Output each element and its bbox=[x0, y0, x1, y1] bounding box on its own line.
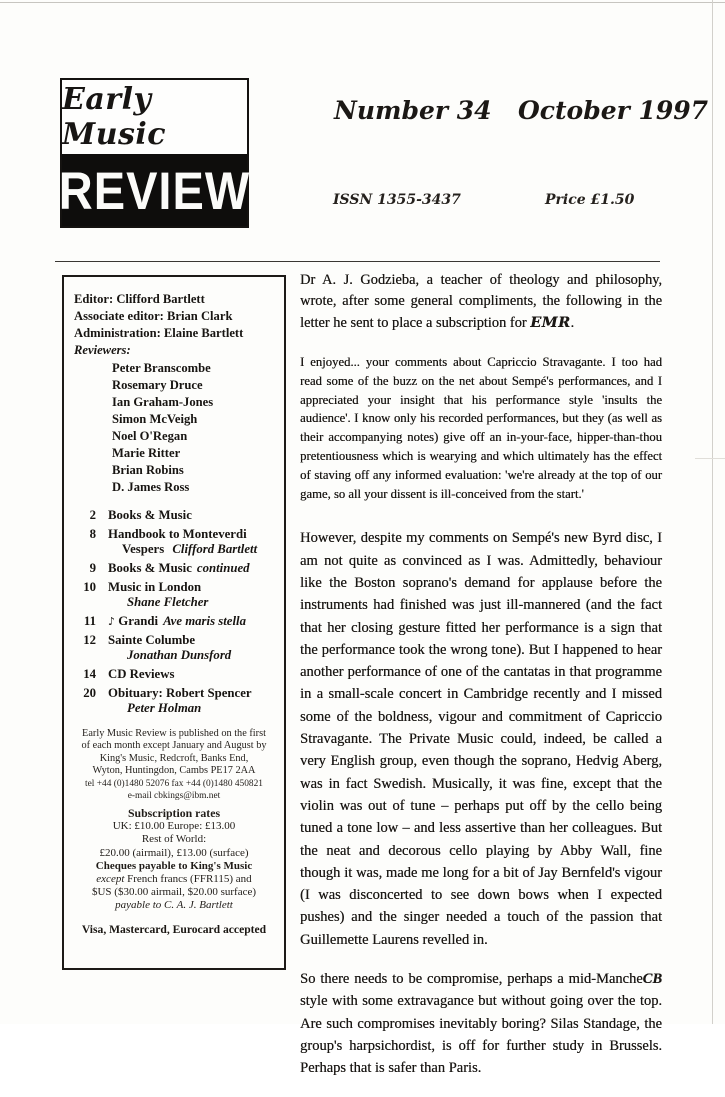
subscription-except-word: except bbox=[96, 873, 125, 886]
staff-associate-editor: Associate editor: Brian Clark bbox=[74, 309, 233, 323]
header-rule bbox=[55, 261, 660, 262]
masthead-review-text: REVIEW bbox=[58, 160, 251, 220]
toc-item bbox=[74, 508, 278, 523]
issue-date: October 1997 bbox=[518, 96, 709, 125]
reviewer-name: Marie Ritter bbox=[112, 446, 181, 460]
subscription-heading: Subscription rates bbox=[127, 806, 221, 820]
toc-item bbox=[74, 580, 278, 610]
letter-quote: I enjoyed... your comments about Capriccio Stravagante. I too had read some of the buzz on the net about Sempé's performances, and I appreciated your insight that his performance style 'insults the audience'. I know only his recorded performances, but they (as well as their accompanying notes) give off an in-your-face, hipper-than-thou pretentiousness which is wearying and which ultimately has the effect of staving off any informed evaluation: 'we're already at the top of our game, so all your dissent is ill-conceived from the start.' bbox=[300, 355, 662, 501]
publication-line: Wyton, Huntingdon, Cambs PE17 2AA bbox=[92, 765, 256, 777]
reviewers-list bbox=[112, 360, 213, 496]
scan-artifact-right-edge bbox=[712, 0, 713, 1024]
toc-subtitle: Vespers bbox=[122, 542, 165, 556]
reviewer-name: Ian Graham-Jones bbox=[112, 395, 214, 409]
toc-page-number: 12 bbox=[83, 633, 96, 647]
emr-logo-text: EMR bbox=[530, 314, 571, 331]
toc-page-number: 10 bbox=[83, 580, 96, 594]
scan-artifact-top-edge bbox=[0, 2, 725, 3]
toc-item bbox=[74, 527, 278, 557]
article-paragraph: However, despite my comments on Sempé's new Byrd disc, I am not quite as convinced as I was. Admittedly, behaviour like the Boston soprano's demand for applause before the instruments had finished was just ill-mannered (and the fact that her closing gesture fitted her performance is a sign that the performance took the wrong tone). But I happened to hear another performance of one of the cantatas in that programme in a small-scale concert in Cambridge recently and I missed some of the boldness, vigour and commitment of Capriccio Stravagante. The Private Music could, indeed, be called a very English group, even though the soprano, Hedvig Aberg, was in fact Swedish. Musically, it was fine, except that the violin was out of tune – perhaps put off by the cello being tuned a tone low – and less assertive than her colleagues. But the neat and decorous cello playing by Abby Wall, fine though it was, made me long for a bit of Jay Bernfeld's vigour (I was disconcerted to see down bows when I expected pushes) and the singer needed a touch of the passion that Guillemette Laurens revelled in. bbox=[300, 530, 662, 948]
article-column bbox=[300, 270, 662, 1097]
issue-number: Number 34 bbox=[334, 96, 492, 125]
toc-page-number: 2 bbox=[89, 508, 96, 522]
masthead-title-script: Early Music bbox=[62, 82, 167, 152]
publication-info bbox=[68, 728, 280, 802]
intro-period: . bbox=[570, 315, 575, 331]
toc-title: Grandi bbox=[118, 614, 159, 628]
subscription-usd: $US ($30.00 airmail, $20.00 surface) bbox=[91, 886, 257, 899]
publication-line: of each month except January and August by bbox=[81, 740, 267, 752]
toc-page-number: 11 bbox=[83, 614, 96, 628]
issue-price: Price £1.50 bbox=[545, 192, 635, 208]
subscription-rest-prices: £20.00 (airmail), £13.00 (surface) bbox=[99, 846, 249, 859]
subscription-rates bbox=[68, 807, 280, 913]
music-note-icon: ♪ bbox=[108, 615, 116, 628]
editor-initials: CB bbox=[642, 971, 662, 988]
toc-page-number: 9 bbox=[89, 561, 96, 575]
toc-author: Jonathan Dunsford bbox=[127, 648, 232, 662]
reviewer-name: Peter Branscombe bbox=[112, 361, 211, 375]
reviewer-name: D. James Ross bbox=[112, 480, 190, 494]
reviewer-name: Rosemary Druce bbox=[112, 378, 203, 392]
closing-text: So there needs to be compromise, perhaps a mid-Manche style with some extravagance but without going over the top. Are such compromises inevitably boring? Silas Standage, the group's harpsichordist, is off for further study in Brussels. Perhaps that is safer than Paris. bbox=[300, 971, 662, 1077]
toc-author: Peter Holman bbox=[127, 701, 202, 715]
intro-text: Dr A. J. Godzieba, a teacher of theology and philosophy, wrote, after some general compliments, the following in the letter he sent to place a subscription for bbox=[300, 272, 662, 331]
toc-title: CD Reviews bbox=[108, 667, 175, 681]
staff-administration: Administration: Elaine Bartlett bbox=[74, 326, 244, 340]
reviewer-name: Simon McVeigh bbox=[112, 412, 198, 426]
toc-item bbox=[74, 561, 278, 576]
subscription-cheques: Cheques payable to King's Music bbox=[95, 859, 253, 872]
publication-tel-fax: tel +44 (0)1480 52076 fax +44 (0)1480 450821 bbox=[85, 778, 263, 789]
toc-page-number: 14 bbox=[83, 667, 96, 681]
reviewer-name: Noel O'Regan bbox=[112, 429, 188, 443]
toc-title: Music in London bbox=[108, 580, 202, 594]
info-box bbox=[62, 275, 286, 970]
publication-line: King's Music, Redcroft, Banks End, bbox=[99, 752, 249, 764]
toc-title: Books & Music bbox=[108, 508, 192, 522]
toc-title: Obituary: Robert Spencer bbox=[108, 686, 252, 700]
table-of-contents bbox=[74, 508, 278, 720]
issue-issn: ISSN 1355-3437 bbox=[333, 192, 461, 208]
toc-title-italic: Ave maris stella bbox=[163, 614, 246, 628]
staff-editor: Editor: Clifford Bartlett bbox=[74, 292, 205, 306]
toc-author: Clifford Bartlett bbox=[172, 542, 258, 556]
toc-author: Shane Fletcher bbox=[127, 595, 209, 609]
masthead-logo bbox=[60, 78, 249, 228]
toc-page-number: 20 bbox=[83, 686, 96, 700]
staff-block bbox=[74, 291, 276, 359]
toc-page-number: 8 bbox=[89, 527, 96, 541]
toc-item bbox=[74, 686, 278, 716]
publication-line: Early Music Review is published on the first bbox=[82, 728, 266, 739]
toc-item bbox=[74, 667, 278, 682]
toc-title: Handbook to Monteverdi bbox=[108, 527, 247, 541]
subscription-except-rest: French francs (FFR115) and bbox=[124, 873, 252, 886]
scan-artifact-right-tick bbox=[695, 458, 725, 459]
toc-item bbox=[74, 633, 278, 663]
article-intro bbox=[300, 270, 662, 334]
subscription-payable: payable to C. A. J. Bartlett bbox=[115, 899, 233, 912]
toc-item bbox=[74, 614, 278, 629]
reviewer-name: Brian Robins bbox=[112, 463, 184, 477]
subscription-uk-europe: UK: £10.00 Europe: £13.00 bbox=[112, 820, 236, 833]
toc-title-continued: continued bbox=[196, 561, 250, 575]
publication-email: e-mail cbkings@ibm.net bbox=[127, 791, 221, 802]
toc-title: Sainte Columbe bbox=[108, 633, 196, 647]
masthead-title-block bbox=[58, 154, 251, 226]
subscription-except-line bbox=[68, 873, 280, 886]
cards-accepted-line: Visa, Mastercard, Eurocard accepted bbox=[81, 923, 267, 936]
subscription-rest-of-world: Rest of World: bbox=[141, 833, 207, 846]
reviewers-label: Reviewers: bbox=[74, 343, 131, 357]
toc-title: Books & Music bbox=[108, 561, 192, 575]
